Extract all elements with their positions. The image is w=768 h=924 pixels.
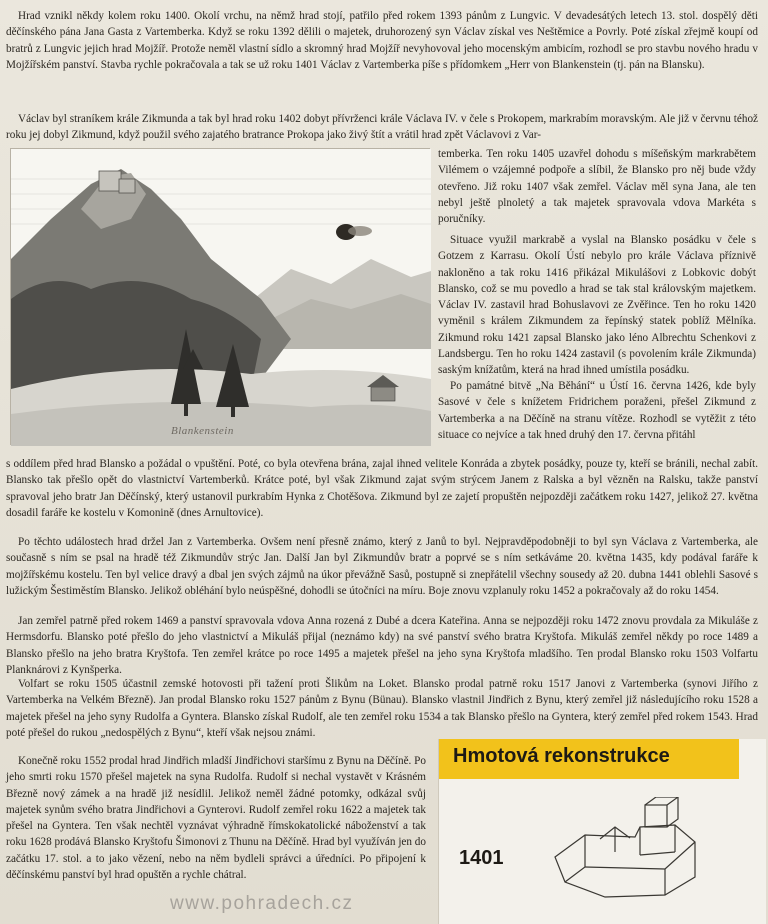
history-paragraph-8: Jan zemřel patrně před rokem 1469 a panství spravovala vdova Anna rozená z Dubé a dcera Kateřina. Anna se nejpozději roku 1472 znovu provdala za Mikuláše z Hermsdorfu. Blansko poté přešlo do jeho vlastnictví a Mikuláš přijal (neznámo kdy) na své panství svého bratra Kryštofa. Mikuláš zemřel někdy po roce 1489 a Blansko přešlo na jeho bratra Kryštofa. Ten zemřel krátce po roce 1495 a majetek přešel na jeho syna Kryštofa mladšího. Ten prodal Blansko roku 1503 Volfartu Planknárovi z Kynšperka. — [6, 615, 758, 676]
website-watermark: www.pohradech.cz — [170, 893, 354, 914]
reconstruction-year: 1401 — [459, 847, 504, 869]
castle-engraving-drawing — [11, 149, 431, 446]
history-paragraph-10: Konečně roku 1552 prodal hrad Jindřich mladší Jindřichovi staršímu z Bynu na Děčíně. Po jeho smrti roku 1570 přešel majetek na syna Rudolfa. Rudolf si nechal vystavět v Krásném Březně nový zámek a na hradě již nesídlil. Jelikož neměl žádné potomky, odkázal svůj majetek synům svého bratra Jindřichovi a Gynterovi. Rudolf zemřel roku 1622 a majetek tak přešel na Gyntera. Ten však nechtěl vyznávat výhradně římskokatolické náboženství a tak roku 1628 prodává Blansko Kryštofu Šimonovi z Thunu na Děčíně. Hrad byl využíván jen do začátku 17. stol. a to jako vězení, nebo na něm bydleli správci a úředníci. Po připojení k děčínskému panství byl hrad opuštěn a rychle chátral. — [6, 755, 426, 882]
history-paragraph-1: Hrad vznikl někdy kolem roku 1400. Okolí vrchu, na němž hrad stojí, patřilo před rokem 1393 pánům z Lungvic. V devadesátých letech 13. stol. dospělý děti děčínského pána Jana Gasta z Vartemberka. Když se roku 1392 dělili o majetek, druhorozený syn Václav získal ves Neštěmice a Povrly. Poté získal zřejmě koupí od bratrů z Lungvic jejich hrad Mojžíř. Protože neměl vlastní sídlo a skromný hrad Mojžíř nevyhovoval jeho mocenským ambicím, rozhodl se pro stavbu nového hradu v Mojžířském panství. Stavba rychle pokračovala a tak se už roku 1401 Václav z Vartemberka píše s přídomkem „Herr von Blankenstein (tj. pán na Blansku). — [6, 10, 758, 71]
reconstruction-title: Hmotová rekonstrukce — [453, 745, 670, 767]
reconstruction-panel — [438, 739, 766, 924]
castle-engraving-image — [10, 148, 430, 445]
reconstruction-banner — [439, 739, 739, 779]
history-paragraph-7: Po těchto událostech hrad držel Jan z Vartemberka. Ovšem není přesně známo, který z Janů to byl. Nejpravděpodobněji to byl syn Václava z Vartemberka, ale současně s ním se psal na hradě též Zikmundův strýc Jan. Další Jan byl Zikmundův bratr a poprvé se s ním setkáváme 20. května 1435, kdy podával faráře k mojžířskému kostelu. Ten byl velice dravý a dbal jen svých zájmů na úkor převážně Sasů, postupně si znepřátelil všechny sousedy až 20. dubna 1441 oblehli Sasové s lužickým Šestiměstím Blansko. Jelikož obléhání bylo neúspěšné, dohodli se útočníci na míru. Boje znovu vzplanuly roku 1452 a pokračovaly až do roku 1454. — [6, 536, 758, 597]
history-paragraph-2: Václav byl straníkem krále Zikmunda a tak byl hrad roku 1402 dobyt přívrženci krále Václava IV. v čele s Prokopem, markrabím moravským. Ale již v červnu téhož roku jej dobyl Zikmund, když použil svého zajatého bratrance Prokopa jako živý štít a vrátil hrad zpět Václavovi z Var- — [6, 113, 758, 142]
history-paragraph-5: Po památné bitvě „Na Běhání“ u Ústí 16. června 1426, kde byly Sasové v čele s knížetem Fridrichem poraženi, přešel Zikmund z Vartemberka a na Děčíně na stranu vítěze. Rozhodl se vytěžit z této situace co nejvíce a tak hned druhý den 17. června přitáhl — [438, 380, 756, 441]
castle-massing-model-drawing — [545, 797, 745, 912]
history-paragraph-4: Situace využil markrabě a vyslal na Blansko posádku v čele s Gotzem z Karrasu. Okolí Ústí nebylo pro krále Václava příznivě nakloněno a tak roku 1416 přikázal Mikulášovi z Lobkovic dobýt Blansko, což se mu povedlo a hrad se tak stal královským majetkem. Václav IV. zastavil hrad Bohuslavovi ze Zvěřince. Ten ho roku 1420 vyměnil s králem Zikmundem za řepínský statek poblíž Mělníka. Zikmund roku 1421 zapsal Blansko jako léno Albrechtu Schenkovi z Landsbergu. Ten ho roku 1424 zastavil (s povolením krále Zikmunda) saským knížatům, která na hrad ihned umístila posádku. — [438, 234, 756, 377]
engraving-caption: Blankenstein — [171, 425, 234, 437]
history-paragraph-9: Volfart se roku 1505 účastnil zemské hotovosti při tažení proti Šlikům na Loket. Blansko prodal patrně roku 1517 Janovi z Vartemberka (synovi Jiřího z Vartemberka na Velkém Březně). Jan prodal Blansko roku 1527 pánům z Bynu (Bünau). Blansko vlastnil Jindřich z Bynu, který zemřel již následujícího roku 1528 a majetek přešel na jeho syny Rudolfa a Gyntera. Blansko získal Rudolf, ale ten zemřel roku 1534 a tak Blansko přešlo na Gyntera, který zemřel před rokem 1543. Hrad poté přešel do rukou „nedospělých z Bynu“, kteří však nejsou známi. — [6, 678, 758, 739]
history-paragraph-6: s oddílem před hrad Blansko a požádal o vpuštění. Poté, co byla otevřena brána, zajal ihned velitele Konráda a zbytek posádky, pouze ty, kteří se bránili, nechal zabít. Blansko tak přešlo opět do vlastnictví Vartemberků. Krátce poté, byl však Zikmund zajat svým strýcem Janem z Ralska a byl vězněn na Ralsku, takže panství spravoval jeho bratr Jan Děčínský, který ustanovil purkrabím Hynka z Chotěšova. Zikmund byl ze zajetí propuštěn nejpozději začátkem roku 1427, jelikož 27. května dosadil faráře ke kostelu v Komonině (dnes Arnultovice). — [6, 458, 758, 519]
history-paragraph-3: temberka. Ten roku 1405 uzavřel dohodu s míšeňským markrabětem Vilémem o vzájemné podpoře a slíbil, že Blansko pro něj bude vždy otevřeno. Již roku 1407 však zemřel. Václav měl syna Jana, ale ten nebyl ještě plnoletý a tak majetek spravovala vdova Markéta s poručníky. — [438, 148, 756, 226]
